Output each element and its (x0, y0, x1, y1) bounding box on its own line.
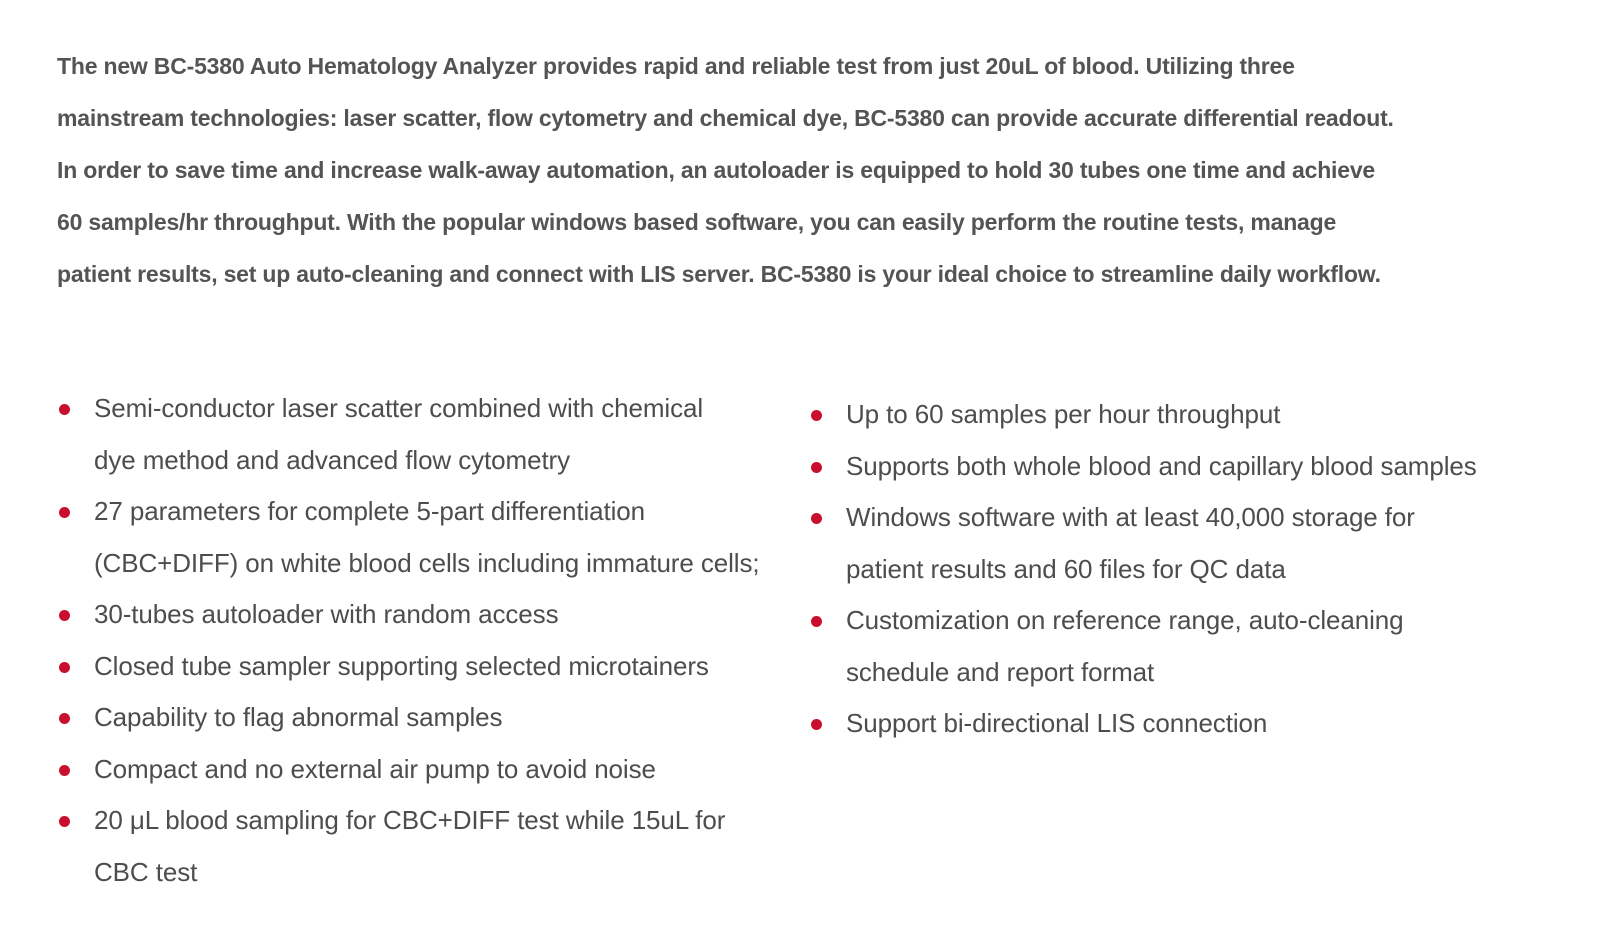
intro-line: In order to save time and increase walk-away automation, an autoloader is equipped to hold 30 tubes one time and achieve (57, 157, 1376, 183)
intro-paragraph (57, 40, 1557, 300)
feature-item (57, 383, 802, 486)
feature-item (809, 492, 1579, 595)
bullet-dot-icon (59, 765, 70, 776)
bullet-dot-icon (59, 610, 70, 621)
feature-line: CBC test (94, 856, 198, 887)
bullet-dot-icon (59, 507, 70, 518)
feature-line: Support bi-directional LIS connection (846, 708, 1268, 738)
feature-item (809, 441, 1579, 493)
bullet-dot-icon (59, 662, 70, 673)
feature-line: Supports both whole blood and capillary blood samples (846, 450, 1477, 481)
feature-item (57, 744, 802, 796)
feature-item (57, 589, 802, 641)
feature-line: 30-tubes autoloader with random access (94, 599, 559, 629)
bullet-dot-icon (811, 616, 822, 627)
feature-line: Customization on reference range, auto-cleaning (846, 605, 1404, 635)
feature-line: Closed tube sampler supporting selected microtainers (94, 650, 709, 681)
bullet-dot-icon (811, 719, 822, 730)
feature-line: Windows software with at least 40,000 storage for (846, 502, 1415, 532)
features-list-right (809, 389, 1579, 750)
intro-line: mainstream technologies: laser scatter, flow cytometry and chemical dye, BC-5380 can provide accurate differential readout. (57, 105, 1394, 131)
bullet-dot-icon (811, 410, 822, 421)
bullet-dot-icon (811, 462, 822, 473)
bullet-dot-icon (59, 816, 70, 827)
feature-line: Semi-conductor laser scatter combined with chemical (94, 393, 704, 423)
bullet-dot-icon (59, 713, 70, 724)
feature-item (57, 692, 802, 744)
intro-line: patient results, set up auto-cleaning and connect with LIS server. BC-5380 is your ideal choice to streamline daily workflow. (57, 261, 1381, 287)
feature-item (809, 698, 1579, 750)
feature-line: dye method and advanced flow cytometry (94, 444, 571, 475)
feature-item (57, 795, 802, 898)
feature-line: schedule and report format (846, 656, 1155, 687)
features-list-left (57, 383, 802, 898)
feature-line: Capability to flag abnormal samples (94, 702, 503, 732)
feature-item (809, 389, 1579, 441)
intro-line: 60 samples/hr throughput. With the popular windows based software, you can easily perform the routine tests, manage (57, 209, 1337, 235)
feature-line: (CBC+DIFF) on white blood cells including immature cells; (94, 547, 760, 578)
feature-line: 20 μL blood sampling for CBC+DIFF test while 15uL for (94, 805, 726, 835)
feature-line: Up to 60 samples per hour throughput (846, 399, 1281, 429)
feature-line: patient results and 60 files for QC data (846, 553, 1286, 584)
feature-line: 27 parameters for complete 5-part differentiation (94, 496, 646, 526)
feature-item (809, 595, 1579, 698)
bullet-dot-icon (59, 404, 70, 415)
feature-item (57, 641, 802, 693)
bullet-dot-icon (811, 513, 822, 524)
intro-line: The new BC-5380 Auto Hematology Analyzer provides rapid and reliable test from just 20uL of blood. Utilizing three (57, 53, 1295, 79)
feature-line: Compact and no external air pump to avoid noise (94, 753, 656, 784)
feature-item (57, 486, 802, 589)
